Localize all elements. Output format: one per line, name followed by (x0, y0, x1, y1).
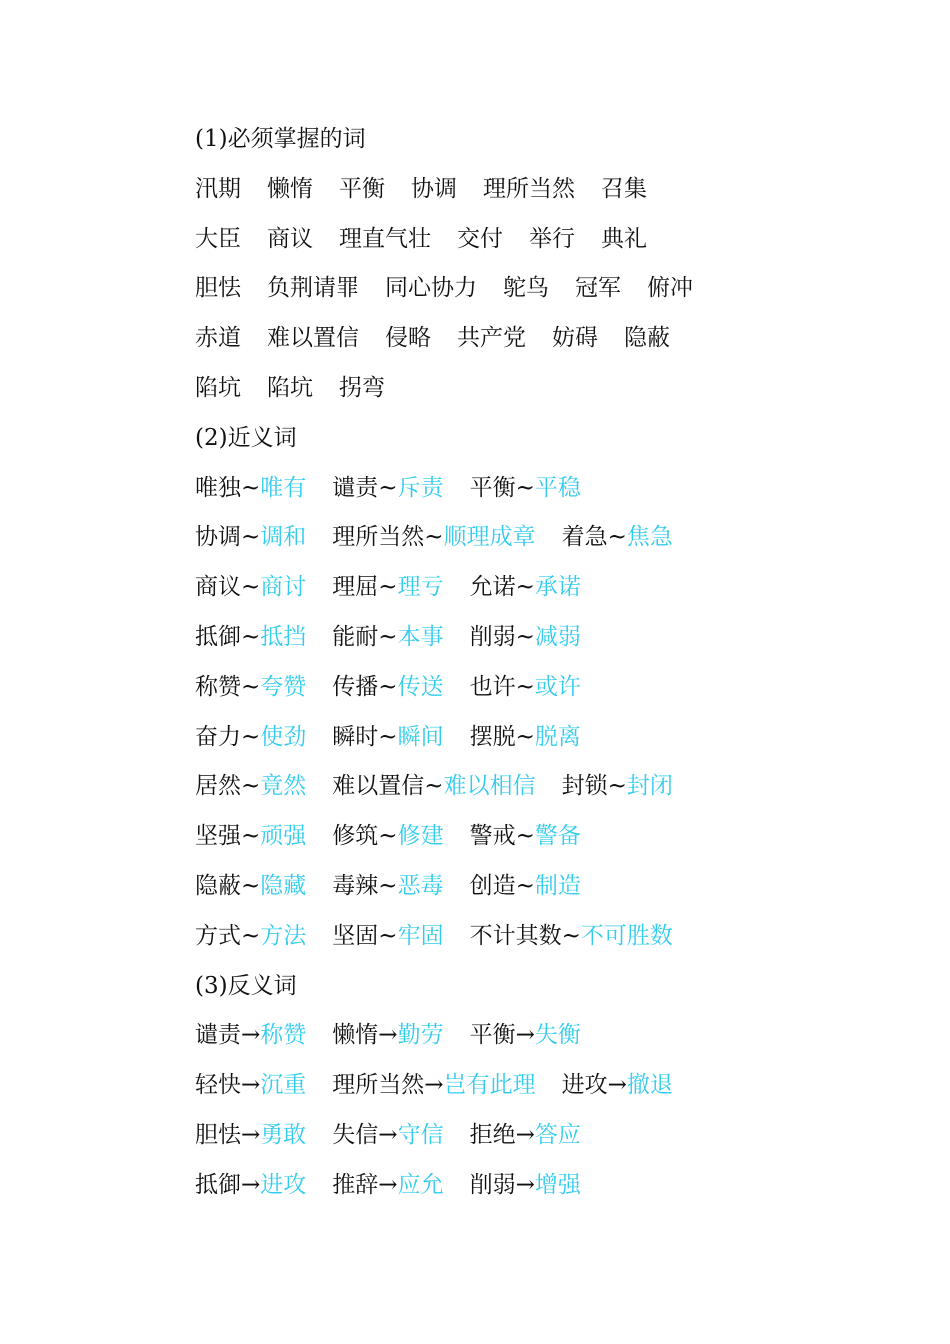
pair-separator: → (241, 1022, 261, 1049)
answer-word: 夸赞 (260, 673, 307, 700)
source-word: 警戒 (469, 823, 516, 850)
antonym-pair (470, 1011, 581, 1061)
synonym-row (195, 762, 915, 812)
antonym-pair (332, 1161, 443, 1211)
source-word: 削弱 (469, 623, 516, 650)
word-item: 俯冲 (647, 275, 693, 302)
source-word: 失信 (332, 1121, 379, 1148)
source-word: 进攻 (561, 1072, 608, 1099)
answer-word: 恶毒 (397, 872, 444, 899)
pair-separator: ~ (241, 474, 261, 501)
pair-separator: → (515, 1022, 535, 1049)
answer-word: 难以相信 (443, 773, 536, 800)
source-word: 传播 (332, 673, 379, 700)
answer-word: 平稳 (534, 474, 581, 501)
source-word: 封锁 (561, 773, 608, 800)
answer-word: 修建 (397, 823, 444, 850)
antonym-pair (195, 1111, 306, 1161)
word-item: 举行 (529, 225, 575, 252)
synonym-pair (332, 663, 443, 713)
source-word: 唯独 (195, 474, 241, 501)
word-row (195, 314, 915, 364)
synonym-pair (470, 613, 581, 663)
synonym-pair (332, 464, 443, 514)
pair-separator: → (378, 1121, 398, 1148)
synonym-row (195, 812, 915, 862)
antonym-row (195, 1011, 915, 1061)
antonym-pair (332, 1061, 535, 1111)
source-word: 商议 (195, 574, 241, 601)
synonym-row (195, 464, 915, 514)
source-word: 协调 (195, 524, 241, 551)
antonym-pair (195, 1011, 306, 1061)
word-item: 侵略 (385, 325, 431, 352)
answer-word: 或许 (534, 673, 581, 700)
pair-separator: ~ (515, 574, 535, 601)
source-word: 称赞 (195, 673, 241, 700)
source-word: 摆脱 (469, 723, 516, 750)
answer-word: 瞬间 (397, 723, 444, 750)
pair-separator: ~ (561, 922, 581, 949)
synonym-pair (332, 713, 443, 763)
pair-separator: ~ (241, 922, 261, 949)
source-word: 拒绝 (469, 1121, 516, 1148)
source-word: 隐蔽 (195, 872, 241, 899)
synonym-pair (470, 464, 581, 514)
answer-word: 抵挡 (260, 623, 307, 650)
word-item: 赤道 (195, 325, 241, 352)
source-word: 坚固 (332, 922, 379, 949)
word-row (195, 165, 915, 215)
answer-word: 承诺 (534, 574, 581, 601)
source-word: 抵御 (195, 623, 241, 650)
section-heading-synonyms: (2)近义词 (195, 424, 297, 451)
synonym-pair (195, 613, 306, 663)
synonym-pair (470, 862, 581, 912)
answer-word: 减弱 (534, 623, 581, 650)
answer-word: 竟然 (260, 773, 307, 800)
answer-word: 牢固 (397, 922, 444, 949)
answer-word: 焦急 (626, 524, 673, 551)
source-word: 不计其数 (469, 922, 562, 949)
pair-separator: ~ (515, 723, 535, 750)
synonym-pair (470, 563, 581, 613)
pair-separator: → (515, 1121, 535, 1148)
source-word: 理所当然 (332, 524, 425, 551)
answer-word: 警备 (534, 823, 581, 850)
pair-separator: → (241, 1171, 261, 1198)
pair-separator: ~ (424, 524, 444, 551)
pair-separator: ~ (378, 574, 398, 601)
synonym-pair (332, 513, 535, 563)
source-word: 方式 (195, 922, 241, 949)
synonym-pair (195, 663, 306, 713)
word-item: 交付 (457, 225, 503, 252)
synonym-pair (195, 812, 306, 862)
source-word: 也许 (469, 673, 516, 700)
pair-separator: ~ (241, 823, 261, 850)
synonym-pair (195, 513, 306, 563)
source-word: 谴责 (195, 1022, 241, 1049)
answer-word: 勤劳 (397, 1022, 444, 1049)
source-word: 胆怯 (195, 1121, 241, 1148)
source-word: 平衡 (469, 474, 516, 501)
synonym-row (195, 713, 915, 763)
word-item: 理所当然 (483, 175, 575, 202)
pair-separator: ~ (241, 574, 261, 601)
word-item: 隐蔽 (624, 325, 670, 352)
word-item: 共产党 (457, 325, 526, 352)
answer-word: 本事 (397, 623, 444, 650)
pair-separator: ~ (515, 623, 535, 650)
word-item: 负荆请罪 (267, 275, 359, 302)
word-item: 胆怯 (195, 275, 241, 302)
synonym-row (195, 663, 915, 713)
source-word: 轻快 (195, 1072, 241, 1099)
antonym-pair (562, 1061, 673, 1111)
antonym-row (195, 1111, 915, 1161)
source-word: 懒惰 (332, 1022, 379, 1049)
answer-word: 顽强 (260, 823, 307, 850)
answer-word: 传送 (397, 673, 444, 700)
answer-word: 商讨 (260, 574, 307, 601)
source-word: 允诺 (469, 574, 516, 601)
answer-word: 方法 (260, 922, 307, 949)
answer-word: 撤退 (626, 1072, 673, 1099)
synonym-row (195, 563, 915, 613)
synonym-pair (332, 762, 535, 812)
word-item: 懒惰 (267, 175, 313, 202)
word-row (195, 215, 915, 265)
source-word: 创造 (469, 872, 516, 899)
synonym-pair (332, 862, 443, 912)
pair-separator: ~ (515, 823, 535, 850)
antonym-pair (195, 1061, 306, 1111)
antonym-pairs (195, 1011, 915, 1210)
antonym-row (195, 1061, 915, 1111)
word-item: 平衡 (339, 175, 385, 202)
synonym-row (195, 513, 915, 563)
word-item: 同心协力 (385, 275, 477, 302)
pair-separator: ~ (241, 623, 261, 650)
synonym-pair (470, 812, 581, 862)
synonym-pair (332, 812, 443, 862)
source-word: 谴责 (332, 474, 379, 501)
synonym-pair (562, 762, 673, 812)
word-row (195, 264, 915, 314)
synonym-row (195, 912, 915, 962)
source-word: 瞬时 (332, 723, 379, 750)
source-word: 能耐 (332, 623, 379, 650)
answer-word: 进攻 (260, 1171, 307, 1198)
vocabulary-document (195, 115, 915, 1211)
word-item: 商议 (267, 225, 313, 252)
pair-separator: → (241, 1121, 261, 1148)
word-item: 大臣 (195, 225, 241, 252)
pair-separator: ~ (241, 773, 261, 800)
pair-separator: ~ (378, 723, 398, 750)
source-word: 抵御 (195, 1171, 241, 1198)
pair-separator: → (378, 1171, 398, 1198)
pair-separator: ~ (607, 773, 627, 800)
synonym-pair (195, 912, 306, 962)
section-heading-must: (1)必须掌握的词 (195, 126, 366, 152)
answer-word: 守信 (397, 1121, 444, 1148)
pair-separator: → (515, 1171, 535, 1198)
pair-separator: → (607, 1072, 627, 1099)
word-item: 难以置信 (267, 325, 359, 352)
must-words (195, 165, 915, 414)
answer-word: 增强 (534, 1171, 581, 1198)
word-row (195, 364, 915, 414)
antonym-pair (195, 1161, 306, 1211)
answer-word: 使劲 (260, 723, 307, 750)
word-item: 冠军 (575, 275, 621, 302)
pair-separator: → (424, 1072, 444, 1099)
answer-word: 失衡 (534, 1022, 581, 1049)
synonym-pair (470, 912, 673, 962)
source-word: 平衡 (469, 1022, 516, 1049)
pair-separator: ~ (515, 474, 535, 501)
source-word: 奋力 (195, 723, 241, 750)
source-word: 修筑 (332, 823, 379, 850)
answer-word: 答应 (534, 1121, 581, 1148)
antonym-pair (332, 1111, 443, 1161)
synonym-pairs (195, 464, 915, 962)
pair-separator: → (378, 1022, 398, 1049)
answer-word: 斥责 (397, 474, 444, 501)
source-word: 坚强 (195, 823, 241, 850)
answer-word: 顺理成章 (443, 524, 536, 551)
answer-word: 脱离 (534, 723, 581, 750)
pair-separator: ~ (241, 524, 261, 551)
source-word: 毒辣 (332, 872, 379, 899)
antonym-pair (470, 1161, 581, 1211)
synonym-row (195, 613, 915, 663)
pair-separator: ~ (515, 872, 535, 899)
source-word: 削弱 (469, 1171, 516, 1198)
source-word: 推辞 (332, 1171, 379, 1198)
pair-separator: ~ (378, 872, 398, 899)
answer-word: 勇敢 (260, 1121, 307, 1148)
word-item: 典礼 (601, 225, 647, 252)
synonym-pair (195, 762, 306, 812)
synonym-pair (332, 563, 443, 613)
pair-separator: ~ (378, 623, 398, 650)
pair-separator: ~ (241, 723, 261, 750)
word-item: 召集 (601, 175, 647, 202)
pair-separator: ~ (241, 872, 261, 899)
word-item: 鸵鸟 (503, 275, 549, 302)
antonym-pair (470, 1111, 581, 1161)
pair-separator: ~ (515, 673, 535, 700)
pair-separator: ~ (378, 474, 398, 501)
word-item: 协调 (411, 175, 457, 202)
pair-separator: ~ (378, 673, 398, 700)
answer-word: 应允 (397, 1171, 444, 1198)
synonym-pair (332, 613, 443, 663)
antonym-pair (332, 1011, 443, 1061)
answer-word: 理亏 (397, 574, 444, 601)
source-word: 居然 (195, 773, 241, 800)
source-word: 着急 (561, 524, 608, 551)
source-word: 理所当然 (332, 1072, 425, 1099)
synonym-pair (195, 713, 306, 763)
source-word: 难以置信 (332, 773, 425, 800)
antonym-row (195, 1161, 915, 1211)
pair-separator: ~ (607, 524, 627, 551)
word-item: 拐弯 (339, 374, 385, 401)
answer-word: 岂有此理 (443, 1072, 536, 1099)
pair-separator: ~ (378, 823, 398, 850)
pair-separator: ~ (424, 773, 444, 800)
synonym-pair (332, 912, 443, 962)
word-item: 汛期 (195, 175, 241, 202)
answer-word: 调和 (260, 524, 307, 551)
pair-separator: ~ (241, 673, 261, 700)
section-heading-antonyms: (3)反义词 (195, 972, 297, 999)
answer-word: 封闭 (626, 773, 673, 800)
answer-word: 隐藏 (260, 872, 307, 899)
synonym-pair (195, 563, 306, 613)
pair-separator: ~ (378, 922, 398, 949)
word-item: 陷坑 (267, 374, 313, 401)
synonym-pair (195, 862, 306, 912)
answer-word: 沉重 (260, 1072, 307, 1099)
word-item: 陷坑 (195, 374, 241, 401)
synonym-pair (195, 464, 306, 514)
synonym-row (195, 862, 915, 912)
answer-word: 称赞 (260, 1022, 307, 1049)
answer-word: 不可胜数 (580, 922, 673, 949)
pair-separator: → (241, 1072, 261, 1099)
synonym-pair (562, 513, 673, 563)
answer-word: 制造 (534, 872, 581, 899)
word-item: 理直气壮 (339, 225, 431, 252)
source-word: 理屈 (332, 574, 379, 601)
word-item: 妨碍 (552, 325, 598, 352)
answer-word: 唯有 (260, 474, 307, 501)
synonym-pair (470, 663, 581, 713)
synonym-pair (470, 713, 581, 763)
